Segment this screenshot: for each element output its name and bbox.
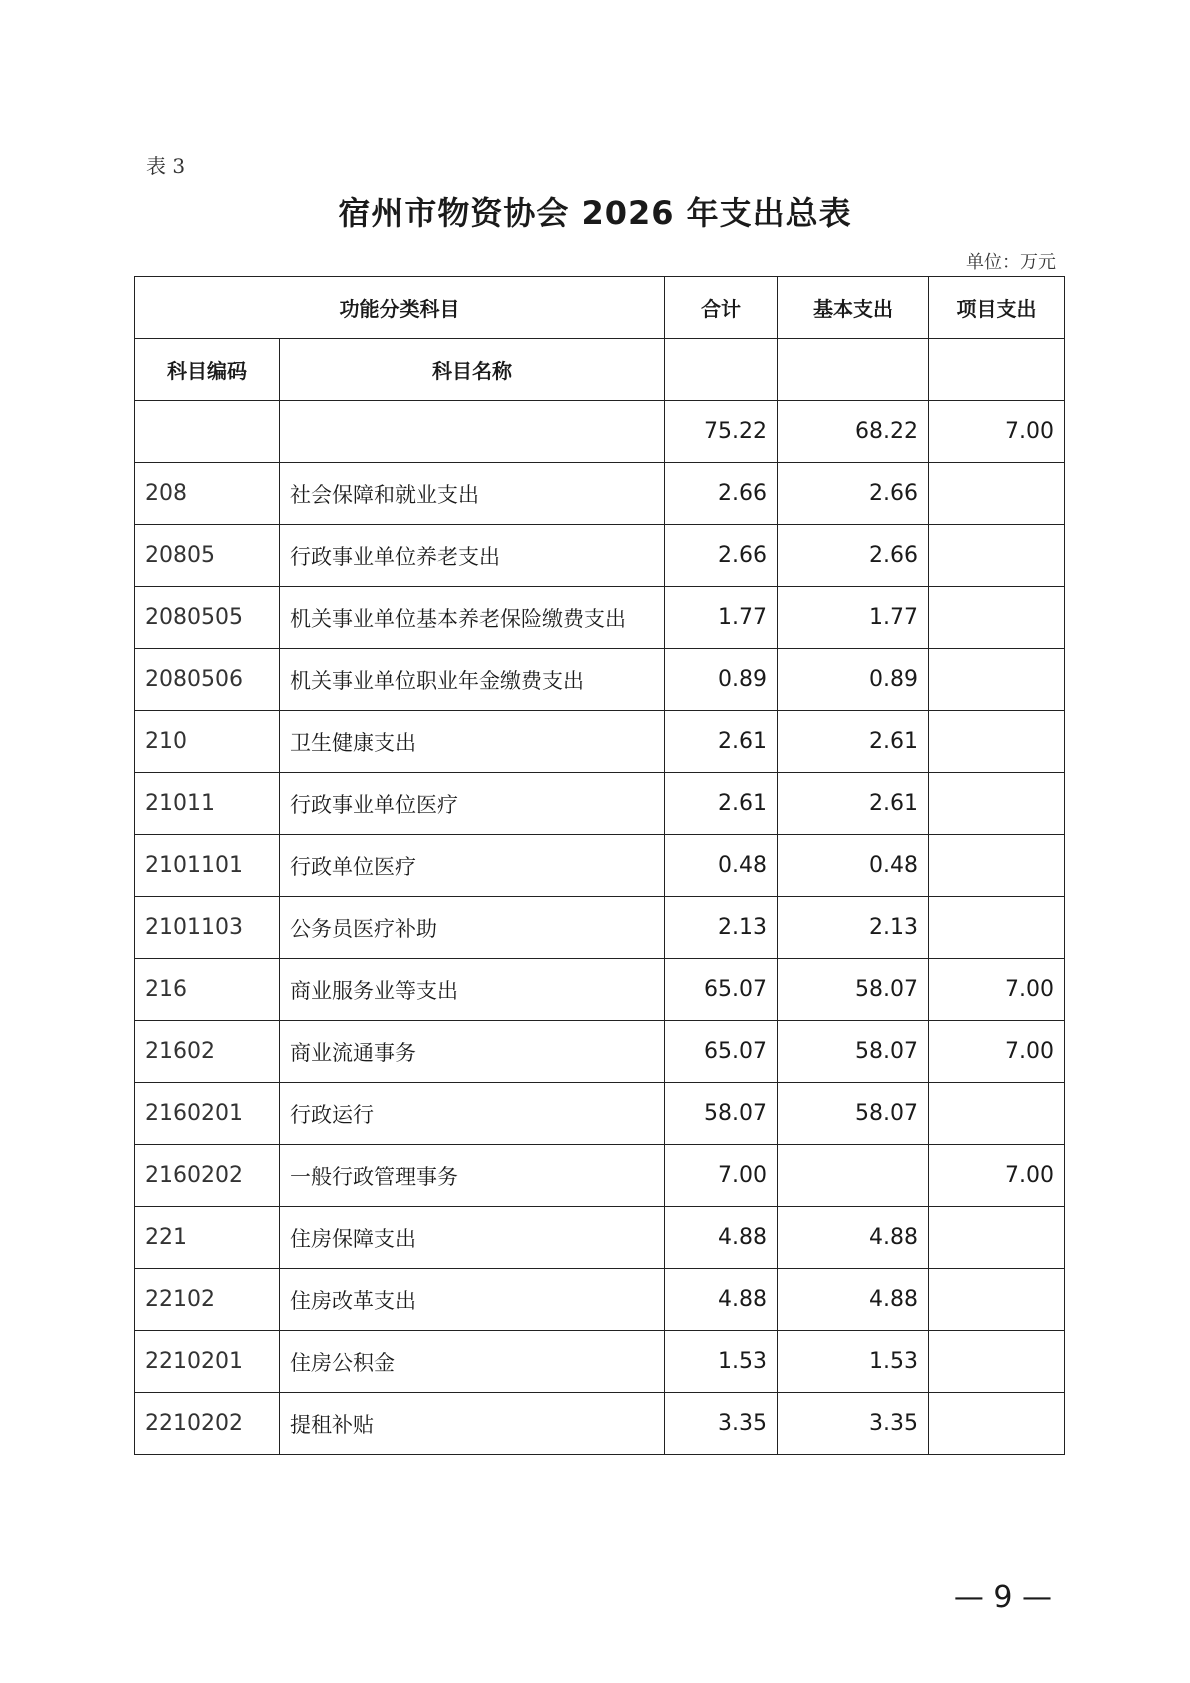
page-title: 宿州市物资协会 2026 年支出总表 [338,194,852,232]
row-name: 商业服务业等支出 [280,959,665,1021]
row-name: 社会保障和就业支出 [280,463,665,525]
header-function-category: 功能分类科目 [135,277,665,339]
row-project [929,1331,1065,1393]
row-code: 2160202 [135,1145,280,1207]
row-basic: 2.61 [778,773,929,835]
row-name: 一般行政管理事务 [280,1145,665,1207]
table-row [135,1331,1065,1393]
row-total: 3.35 [665,1393,778,1455]
row-total: 1.77 [665,587,778,649]
header-row [135,277,1065,339]
table-row [135,1021,1065,1083]
table-row [135,711,1065,773]
row-project [929,711,1065,773]
summary-basic: 68.22 [778,401,929,463]
row-total: 2.13 [665,897,778,959]
row-total: 2.61 [665,711,778,773]
row-basic: 2.13 [778,897,929,959]
row-code: 2101103 [135,897,280,959]
row-basic: 3.35 [778,1393,929,1455]
row-total: 2.61 [665,773,778,835]
header-total: 合计 [665,277,778,339]
empty-cell [135,401,280,463]
row-project [929,835,1065,897]
row-code: 21602 [135,1021,280,1083]
row-name: 行政运行 [280,1083,665,1145]
header-code: 科目编码 [135,339,280,401]
row-total: 7.00 [665,1145,778,1207]
table-label: 表 3 [146,154,186,178]
row-project [929,1083,1065,1145]
row-name: 行政事业单位养老支出 [280,525,665,587]
row-code: 210 [135,711,280,773]
row-basic: 4.88 [778,1269,929,1331]
table-row [135,587,1065,649]
table-row [135,525,1065,587]
row-basic: 2.66 [778,463,929,525]
row-total: 0.89 [665,649,778,711]
empty-cell [665,339,778,401]
row-name: 住房公积金 [280,1331,665,1393]
row-basic: 4.88 [778,1207,929,1269]
row-code: 2101101 [135,835,280,897]
empty-cell [778,339,929,401]
row-basic: 58.07 [778,959,929,1021]
row-name: 商业流通事务 [280,1021,665,1083]
row-basic: 2.61 [778,711,929,773]
row-basic: 1.53 [778,1331,929,1393]
table-row [135,463,1065,525]
row-code: 2210202 [135,1393,280,1455]
summary-row [135,401,1065,463]
table-row [135,773,1065,835]
row-code: 21011 [135,773,280,835]
row-name: 机关事业单位职业年金缴费支出 [280,649,665,711]
row-code: 20805 [135,525,280,587]
row-code: 2160201 [135,1083,280,1145]
row-total: 2.66 [665,525,778,587]
row-project [929,525,1065,587]
row-name: 住房改革支出 [280,1269,665,1331]
row-name: 卫生健康支出 [280,711,665,773]
header-name: 科目名称 [280,339,665,401]
row-name: 行政事业单位医疗 [280,773,665,835]
summary-total: 75.22 [665,401,778,463]
row-total: 65.07 [665,959,778,1021]
row-total: 4.88 [665,1207,778,1269]
row-project [929,1393,1065,1455]
header-project: 项目支出 [929,277,1065,339]
table-row [135,649,1065,711]
summary-project: 7.00 [929,401,1065,463]
table-row [135,1269,1065,1331]
row-total: 65.07 [665,1021,778,1083]
row-code: 2210201 [135,1331,280,1393]
row-basic: 2.66 [778,525,929,587]
row-code: 2080506 [135,649,280,711]
expenditure-table [134,276,1065,1455]
row-project [929,587,1065,649]
row-project [929,773,1065,835]
row-project [929,649,1065,711]
row-basic: 0.48 [778,835,929,897]
row-name: 机关事业单位基本养老保险缴费支出 [280,587,665,649]
page-number: — 9 — [953,1580,1052,1615]
row-basic: 1.77 [778,587,929,649]
row-project [929,1207,1065,1269]
row-name: 行政单位医疗 [280,835,665,897]
unit-label: 单位：万元 [966,252,1056,273]
row-total: 2.66 [665,463,778,525]
row-code: 2080505 [135,587,280,649]
table-row [135,1393,1065,1455]
row-total: 58.07 [665,1083,778,1145]
row-basic: 0.89 [778,649,929,711]
row-name: 公务员医疗补助 [280,897,665,959]
row-project [929,463,1065,525]
row-total: 4.88 [665,1269,778,1331]
empty-cell [929,339,1065,401]
row-code: 208 [135,463,280,525]
row-basic [778,1145,929,1207]
row-project [929,897,1065,959]
table-row [135,1207,1065,1269]
row-name: 住房保障支出 [280,1207,665,1269]
row-code: 22102 [135,1269,280,1331]
table-row [135,897,1065,959]
row-total: 0.48 [665,835,778,897]
subheader-row [135,339,1065,401]
row-code: 216 [135,959,280,1021]
row-name: 提租补贴 [280,1393,665,1455]
row-total: 1.53 [665,1331,778,1393]
row-project: 7.00 [929,959,1065,1021]
table-row [135,1145,1065,1207]
row-basic: 58.07 [778,1083,929,1145]
table-row [135,959,1065,1021]
row-project: 7.00 [929,1021,1065,1083]
table-row [135,1083,1065,1145]
header-basic: 基本支出 [778,277,929,339]
row-project: 7.00 [929,1145,1065,1207]
row-basic: 58.07 [778,1021,929,1083]
table-row [135,835,1065,897]
empty-cell [280,401,665,463]
row-project [929,1269,1065,1331]
row-code: 221 [135,1207,280,1269]
